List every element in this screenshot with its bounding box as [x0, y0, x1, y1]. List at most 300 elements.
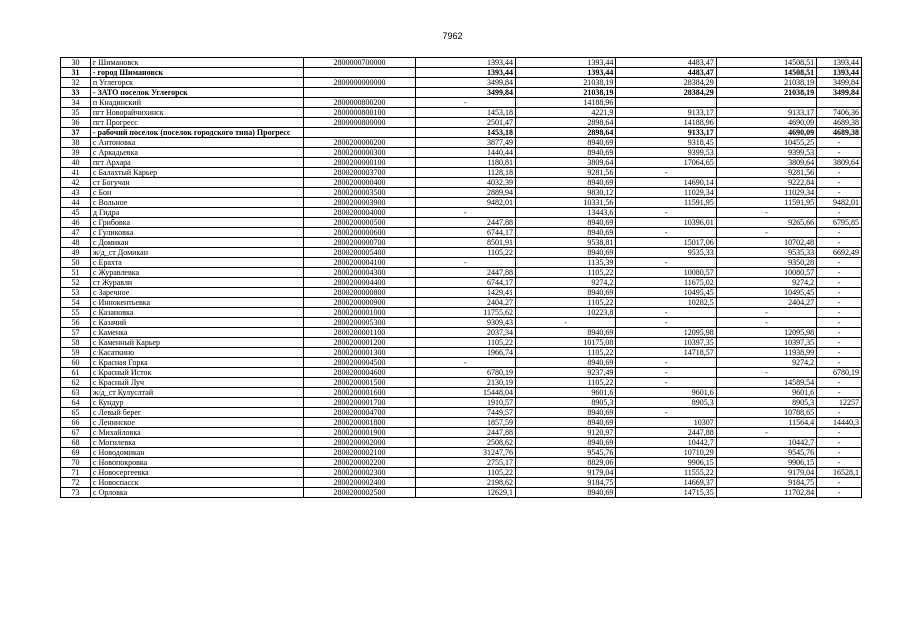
- value-4-cell: 10080,57: [716, 268, 816, 278]
- value-5-cell: -: [817, 458, 862, 468]
- settlement-name-cell: д Гидра: [90, 208, 304, 218]
- value-3-cell: 28384,29: [616, 88, 716, 98]
- row-number-cell: 58: [61, 338, 91, 348]
- value-5-cell: -: [817, 378, 862, 388]
- settlement-name-cell: - город Шимановск: [90, 68, 304, 78]
- settlement-name-cell: с Грибовка: [90, 218, 304, 228]
- value-2-cell: 8940,69: [515, 248, 615, 258]
- code-cell: 2800200002300: [304, 468, 415, 478]
- settlement-name-cell: с Домикан: [90, 238, 304, 248]
- row-number-cell: 47: [61, 228, 91, 238]
- value-5-cell: 12257: [817, 398, 862, 408]
- value-5-cell: -: [817, 178, 862, 188]
- table-row: [61, 338, 862, 348]
- value-1-cell: 1393,44: [415, 58, 515, 68]
- value-1-cell: 1128,18: [415, 168, 515, 178]
- row-number-cell: 40: [61, 158, 91, 168]
- table-row: [61, 88, 862, 98]
- value-3-cell: 11675,02: [616, 278, 716, 288]
- row-number-cell: 31: [61, 68, 91, 78]
- code-cell: 2800200002400: [304, 478, 415, 488]
- code-cell: 2800200000400: [304, 178, 415, 188]
- value-2-cell: 1393,44: [515, 68, 615, 78]
- code-cell: 2800200004300: [304, 268, 415, 278]
- row-number-cell: 35: [61, 108, 91, 118]
- value-2-cell: 8940,69: [515, 358, 615, 368]
- value-4-cell: 4690,09: [716, 118, 816, 128]
- value-4-cell: 10397,35: [716, 338, 816, 348]
- settlement-name-cell: с Ерахта: [90, 258, 304, 268]
- value-1-cell: 1453,18: [415, 128, 515, 138]
- value-1-cell: 1105,22: [415, 468, 515, 478]
- row-number-cell: 59: [61, 348, 91, 358]
- value-1-cell: 2501,47: [415, 118, 515, 128]
- settlement-name-cell: с Балахтый Карьер: [90, 168, 304, 178]
- value-3-cell: -: [616, 228, 716, 238]
- code-cell: 2800200000500: [304, 218, 415, 228]
- row-number-cell: 55: [61, 308, 91, 318]
- value-3-cell: 10396,01: [616, 218, 716, 228]
- settlement-name-cell: с Каменка: [90, 328, 304, 338]
- table-row: [61, 208, 862, 218]
- row-number-cell: 36: [61, 118, 91, 128]
- value-3-cell: 10710,29: [616, 448, 716, 458]
- row-number-cell: 73: [61, 488, 91, 498]
- value-4-cell: 9281,56: [716, 168, 816, 178]
- table-row: [61, 158, 862, 168]
- value-1-cell: 1966,74: [415, 348, 515, 358]
- value-2-cell: 8940,69: [515, 438, 615, 448]
- settlement-name-cell: ж/д_ст Кулуслтай: [90, 388, 304, 398]
- value-3-cell: 10080,57: [616, 268, 716, 278]
- code-cell: 2800200001700: [304, 398, 415, 408]
- settlement-name-cell: с Антоновка: [90, 138, 304, 148]
- settlement-name-cell: с Левый берег: [90, 408, 304, 418]
- value-1-cell: 9309,43: [415, 318, 515, 328]
- value-4-cell: 14508,51: [716, 68, 816, 78]
- value-3-cell: 10495,45: [616, 288, 716, 298]
- value-2-cell: 8940,69: [515, 328, 615, 338]
- settlement-name-cell: с Новопокровка: [90, 458, 304, 468]
- value-3-cell: 15017,06: [616, 238, 716, 248]
- code-cell: 2800200001300: [304, 348, 415, 358]
- value-5-cell: 16528,1: [817, 468, 862, 478]
- value-5-cell: -: [817, 438, 862, 448]
- value-1-cell: 7449,57: [415, 408, 515, 418]
- value-2-cell: 10331,56: [515, 198, 615, 208]
- table-row: [61, 258, 862, 268]
- value-4-cell: 10702,48: [716, 238, 816, 248]
- value-5-cell: 4689,38: [817, 118, 862, 128]
- value-5-cell: 14440,3: [817, 418, 862, 428]
- code-cell: 2800200002000: [304, 438, 415, 448]
- code-cell: 2800200001800: [304, 418, 415, 428]
- settlement-name-cell: с Новодомикан: [90, 448, 304, 458]
- value-3-cell: -: [616, 308, 716, 318]
- value-3-cell: 14715,35: [616, 488, 716, 498]
- code-cell: 2800200003500: [304, 188, 415, 198]
- settlement-name-cell: с Новоспасск: [90, 478, 304, 488]
- row-number-cell: 46: [61, 218, 91, 228]
- row-number-cell: 66: [61, 418, 91, 428]
- row-number-cell: 63: [61, 388, 91, 398]
- value-4-cell: 9399,53: [716, 148, 816, 158]
- row-number-cell: 42: [61, 178, 91, 188]
- value-4-cell: 3809,64: [716, 158, 816, 168]
- value-5-cell: -: [817, 138, 862, 148]
- value-4-cell: 21038,19: [716, 78, 816, 88]
- code-cell: 2800200000800: [304, 288, 415, 298]
- value-2-cell: 9538,81: [515, 238, 615, 248]
- value-5-cell: -: [817, 338, 862, 348]
- value-1-cell: 2404,27: [415, 298, 515, 308]
- settlement-name-cell: ст Богучан: [90, 178, 304, 188]
- code-cell: 2800200004700: [304, 408, 415, 418]
- value-4-cell: 11702,84: [716, 488, 816, 498]
- code-cell: 2800000000000: [304, 78, 415, 88]
- value-5-cell: -: [817, 448, 862, 458]
- value-1-cell: 1910,57: [415, 398, 515, 408]
- value-1-cell: 8501,91: [415, 238, 515, 248]
- table-row: [61, 98, 862, 108]
- settlement-name-cell: с Красная Горка: [90, 358, 304, 368]
- value-5-cell: 6780,19: [817, 368, 862, 378]
- settlement-name-cell: г Шимановск: [90, 58, 304, 68]
- table-row: [61, 108, 862, 118]
- value-1-cell: -: [415, 358, 515, 368]
- table-row: [61, 428, 862, 438]
- code-cell: 2800200001200: [304, 338, 415, 348]
- settlement-name-cell: с Казановка: [90, 308, 304, 318]
- value-4-cell: 9545,76: [716, 448, 816, 458]
- code-cell: 2800200004000: [304, 208, 415, 218]
- value-3-cell: 8905,3: [616, 398, 716, 408]
- value-5-cell: -: [817, 428, 862, 438]
- value-1-cell: 6744,17: [415, 228, 515, 238]
- value-4-cell: 11938,99: [716, 348, 816, 358]
- settlement-name-cell: с Каменный Карьер: [90, 338, 304, 348]
- value-2-cell: 10175,08: [515, 338, 615, 348]
- value-1-cell: 12629,1: [415, 488, 515, 498]
- value-4-cell: 14508,51: [716, 58, 816, 68]
- value-3-cell: -: [616, 408, 716, 418]
- value-4-cell: 8905,3: [716, 398, 816, 408]
- row-number-cell: 67: [61, 428, 91, 438]
- row-number-cell: 41: [61, 168, 91, 178]
- settlement-name-cell: с Могилевка: [90, 438, 304, 448]
- value-5-cell: 1393,44: [817, 68, 862, 78]
- value-2-cell: 8940,69: [515, 418, 615, 428]
- value-4-cell: -: [716, 228, 816, 238]
- value-2-cell: 13443,6: [515, 208, 615, 218]
- value-2-cell: 1393,44: [515, 58, 615, 68]
- value-1-cell: 1453,18: [415, 108, 515, 118]
- value-4-cell: -: [716, 208, 816, 218]
- value-5-cell: 9482,01: [817, 198, 862, 208]
- value-4-cell: 10788,65: [716, 408, 816, 418]
- table-row: [61, 328, 862, 338]
- value-3-cell: 9133,17: [616, 108, 716, 118]
- value-2-cell: 1135,39: [515, 258, 615, 268]
- value-3-cell: 14188,96: [616, 118, 716, 128]
- value-5-cell: [817, 98, 862, 108]
- value-4-cell: -: [716, 368, 816, 378]
- value-5-cell: -: [817, 278, 862, 288]
- settlement-name-cell: - ЗАТО поселок Углегорск: [90, 88, 304, 98]
- value-2-cell: 9237,49: [515, 368, 615, 378]
- value-4-cell: 9350,28: [716, 258, 816, 268]
- table-row: [61, 148, 862, 158]
- code-cell: 2800200004600: [304, 368, 415, 378]
- value-3-cell: 10397,35: [616, 338, 716, 348]
- value-5-cell: 3499,84: [817, 88, 862, 98]
- value-2-cell: 1105,22: [515, 378, 615, 388]
- row-number-cell: 68: [61, 438, 91, 448]
- row-number-cell: 53: [61, 288, 91, 298]
- code-cell: 2800200003700: [304, 168, 415, 178]
- value-3-cell: 9535,33: [616, 248, 716, 258]
- settlement-name-cell: с Журавлевка: [90, 268, 304, 278]
- code-cell: 2800000800200: [304, 98, 415, 108]
- row-number-cell: 49: [61, 248, 91, 258]
- value-2-cell: 3809,64: [515, 158, 615, 168]
- table-row: [61, 458, 862, 468]
- code-cell: 2800200004500: [304, 358, 415, 368]
- settlement-name-cell: с Касаткино: [90, 348, 304, 358]
- value-1-cell: 2508,62: [415, 438, 515, 448]
- code-cell: 2800000800100: [304, 108, 415, 118]
- value-1-cell: 1429,41: [415, 288, 515, 298]
- value-3-cell: -: [616, 378, 716, 388]
- value-2-cell: 21038,19: [515, 88, 615, 98]
- value-3-cell: 11029,34: [616, 188, 716, 198]
- value-3-cell: 4483,47: [616, 68, 716, 78]
- value-1-cell: 3499,84: [415, 78, 515, 88]
- value-3-cell: 17064,65: [616, 158, 716, 168]
- table-row: [61, 178, 862, 188]
- value-2-cell: 9281,56: [515, 168, 615, 178]
- value-4-cell: 10495,45: [716, 288, 816, 298]
- settlement-name-cell: с Орловка: [90, 488, 304, 498]
- row-number-cell: 48: [61, 238, 91, 248]
- value-4-cell: -: [716, 308, 816, 318]
- table-row: [61, 438, 862, 448]
- row-number-cell: 44: [61, 198, 91, 208]
- value-4-cell: 9179,04: [716, 468, 816, 478]
- value-3-cell: 10307: [616, 418, 716, 428]
- code-cell: 2800200000600: [304, 228, 415, 238]
- value-5-cell: -: [817, 348, 862, 358]
- code-cell: [304, 128, 415, 138]
- value-5-cell: -: [817, 258, 862, 268]
- value-1-cell: 11755,62: [415, 308, 515, 318]
- row-number-cell: 37: [61, 128, 91, 138]
- value-3-cell: 9601,6: [616, 388, 716, 398]
- code-cell: 2800200000900: [304, 298, 415, 308]
- table-row: [61, 238, 862, 248]
- value-4-cell: 9184,75: [716, 478, 816, 488]
- settlement-name-cell: с Красный Исток: [90, 368, 304, 378]
- value-2-cell: 2898,64: [515, 128, 615, 138]
- value-2-cell: 9179,04: [515, 468, 615, 478]
- settlement-name-cell: с Красный Луч: [90, 378, 304, 388]
- value-4-cell: 9265,66: [716, 218, 816, 228]
- table-row: [61, 378, 862, 388]
- row-number-cell: 38: [61, 138, 91, 148]
- value-3-cell: 14669,37: [616, 478, 716, 488]
- value-4-cell: 14589,54: [716, 378, 816, 388]
- value-2-cell: 1105,22: [515, 298, 615, 308]
- settlement-name-cell: пгт Архара: [90, 158, 304, 168]
- value-1-cell: 2889,94: [415, 188, 515, 198]
- value-3-cell: [616, 98, 716, 108]
- settlement-name-cell: с Гуликовка: [90, 228, 304, 238]
- table-row: [61, 308, 862, 318]
- value-1-cell: -: [415, 258, 515, 268]
- value-2-cell: -: [515, 318, 615, 328]
- value-2-cell: 10223,8: [515, 308, 615, 318]
- value-5-cell: -: [817, 168, 862, 178]
- value-2-cell: 9274,2: [515, 278, 615, 288]
- value-1-cell: 6744,17: [415, 278, 515, 288]
- value-1-cell: 2198,62: [415, 478, 515, 488]
- table-row: [61, 248, 862, 258]
- value-1-cell: 1105,22: [415, 338, 515, 348]
- value-4-cell: 9274,2: [716, 278, 816, 288]
- table-row: [61, 58, 862, 68]
- value-2-cell: 1105,22: [515, 268, 615, 278]
- page-number: 7962: [442, 31, 463, 41]
- value-2-cell: 21038,19: [515, 78, 615, 88]
- value-5-cell: -: [817, 148, 862, 158]
- value-2-cell: 9830,12: [515, 188, 615, 198]
- value-2-cell: 14188,96: [515, 98, 615, 108]
- value-4-cell: 9601,6: [716, 388, 816, 398]
- code-cell: 2800200002100: [304, 448, 415, 458]
- row-number-cell: 70: [61, 458, 91, 468]
- code-cell: [304, 88, 415, 98]
- table-row: [61, 128, 862, 138]
- value-1-cell: 31247,76: [415, 448, 515, 458]
- value-5-cell: -: [817, 358, 862, 368]
- value-2-cell: 8940,69: [515, 288, 615, 298]
- value-1-cell: 2447,88: [415, 268, 515, 278]
- value-5-cell: 6692,49: [817, 248, 862, 258]
- code-cell: 2800200004400: [304, 278, 415, 288]
- settlement-name-cell: - рабочий поселок (поселок городского типа) Прогресс: [90, 128, 304, 138]
- code-cell: 2800200001500: [304, 378, 415, 388]
- value-2-cell: 9120,97: [515, 428, 615, 438]
- value-5-cell: -: [817, 308, 862, 318]
- row-number-cell: 72: [61, 478, 91, 488]
- code-cell: 2800200005400: [304, 248, 415, 258]
- value-3-cell: 14718,57: [616, 348, 716, 358]
- value-4-cell: 10442,7: [716, 438, 816, 448]
- row-number-cell: 54: [61, 298, 91, 308]
- value-2-cell: 8829,06: [515, 458, 615, 468]
- row-number-cell: 64: [61, 398, 91, 408]
- value-4-cell: 11591,95: [716, 198, 816, 208]
- value-4-cell: 9222,84: [716, 178, 816, 188]
- table-row: [61, 348, 862, 358]
- settlement-name-cell: п Кнадинский: [90, 98, 304, 108]
- value-3-cell: 12095,98: [616, 328, 716, 338]
- row-number-cell: 45: [61, 208, 91, 218]
- settlement-name-cell: ж/д_ст Домикан: [90, 248, 304, 258]
- value-4-cell: 9535,33: [716, 248, 816, 258]
- row-number-cell: 39: [61, 148, 91, 158]
- row-number-cell: 50: [61, 258, 91, 268]
- table-row: [61, 218, 862, 228]
- value-3-cell: 10442,7: [616, 438, 716, 448]
- value-1-cell: 9482,01: [415, 198, 515, 208]
- value-1-cell: 2755,17: [415, 458, 515, 468]
- value-5-cell: -: [817, 208, 862, 218]
- value-4-cell: 11029,34: [716, 188, 816, 198]
- value-1-cell: 3877,49: [415, 138, 515, 148]
- table-row: [61, 468, 862, 478]
- table-row: [61, 368, 862, 378]
- table-row: [61, 478, 862, 488]
- table-row: [61, 448, 862, 458]
- value-1-cell: -: [415, 98, 515, 108]
- value-5-cell: 6795,85: [817, 218, 862, 228]
- value-2-cell: 8940,69: [515, 408, 615, 418]
- row-number-cell: 56: [61, 318, 91, 328]
- table-row: [61, 278, 862, 288]
- value-5-cell: -: [817, 488, 862, 498]
- table-row: [61, 398, 862, 408]
- value-2-cell: 8940,69: [515, 148, 615, 158]
- code-cell: 2800200000200: [304, 138, 415, 148]
- row-number-cell: 43: [61, 188, 91, 198]
- value-4-cell: 4690,09: [716, 128, 816, 138]
- value-1-cell: 1105,22: [415, 248, 515, 258]
- settlement-name-cell: с Ленинское: [90, 418, 304, 428]
- value-5-cell: -: [817, 288, 862, 298]
- row-number-cell: 57: [61, 328, 91, 338]
- settlement-name-cell: пгт Прогресс: [90, 118, 304, 128]
- code-cell: 2800200000700: [304, 238, 415, 248]
- value-1-cell: 6780,19: [415, 368, 515, 378]
- value-2-cell: 9545,76: [515, 448, 615, 458]
- code-cell: 2800200002200: [304, 458, 415, 468]
- settlement-name-cell: с Новосергеевка: [90, 468, 304, 478]
- value-3-cell: -: [616, 318, 716, 328]
- value-1-cell: 2037,34: [415, 328, 515, 338]
- value-4-cell: 12095,98: [716, 328, 816, 338]
- value-3-cell: 2447,88: [616, 428, 716, 438]
- table-row: [61, 358, 862, 368]
- table-row: [61, 388, 862, 398]
- value-1-cell: 4032,39: [415, 178, 515, 188]
- settlement-name-cell: пгт Новорайчихинск: [90, 108, 304, 118]
- table-row: [61, 138, 862, 148]
- value-2-cell: 8940,69: [515, 228, 615, 238]
- table-row: [61, 418, 862, 428]
- table-row: [61, 228, 862, 238]
- value-3-cell: 14690,14: [616, 178, 716, 188]
- value-4-cell: 21038,19: [716, 88, 816, 98]
- code-cell: [304, 68, 415, 78]
- row-number-cell: 62: [61, 378, 91, 388]
- code-cell: 2800200001900: [304, 428, 415, 438]
- code-cell: 2800000800000: [304, 118, 415, 128]
- table-row: [61, 118, 862, 128]
- value-3-cell: 11555,22: [616, 468, 716, 478]
- value-1-cell: 1393,44: [415, 68, 515, 78]
- value-1-cell: 1180,81: [415, 158, 515, 168]
